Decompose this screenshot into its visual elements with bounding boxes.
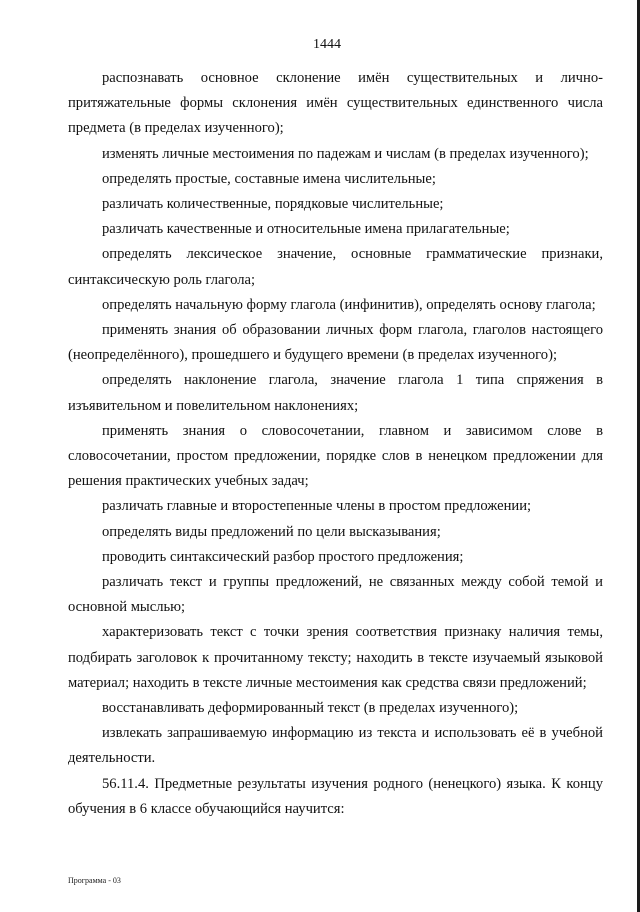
paragraph: применять знания о словосочетании, главном и зависимом слове в словосочетании, простом предложении, порядке слов в ненецком предложении для решения практических учебных задач; [68,422,603,490]
paragraph: различать качественные и относительные имена прилагательные; [102,221,510,238]
paragraph: извлекать запрашиваемую информацию из текста и использовать её в учебной деятельности. [68,725,603,767]
paragraph: восстанавливать деформированный текст (в пределах изученного); [102,700,519,717]
paragraph: определять начальную форму глагола (инфинитив), определять основу глагола; [102,296,596,313]
page-number: 1444 [313,37,341,52]
section-paragraph: 56.11.4. Предметные результаты изучения родного (ненецкого) языка. К концу обучения в 6 классе обучающийся научится: [68,775,603,817]
paragraph: изменять личные местоимения по падежам и числам (в пределах изученного); [102,145,589,162]
paragraph: характеризовать текст с точки зрения соответствия признаку наличия темы, подбирать заголовок к прочитанному тексту; находить в тексте изучаемый языковой материал; находить в тексте личные местоимения как средства связи предложений; [68,624,603,691]
paragraph: различать количественные, порядковые числительные; [102,196,444,213]
paragraph: различать текст и группы предложений, не связанных между собой темой и основной мыслью; [68,574,603,616]
paragraph: определять лексическое значение, основные грамматические признаки, синтаксическую роль глагола; [68,246,603,288]
paragraph: определять наклонение глагола, значение глагола 1 типа спряжения в изъявительном и повелительном наклонениях; [68,372,603,414]
paragraph: проводить синтаксический разбор простого предложения; [102,548,464,565]
paragraph: применять знания об образовании личных форм глагола, глаголов настоящего (неопределённого), прошедшего и будущего времени (в пределах изученного); [68,322,603,364]
footer-label: Программа - 03 [68,876,121,885]
paragraph: различать главные и второстепенные члены в простом предложении; [102,498,532,515]
paragraph: определять виды предложений по цели высказывания; [102,523,441,540]
page-content [68,66,603,822]
paragraph: распознавать основное склонение имён существительных и лично-притяжательные формы склонения имён существительных единственного числа предмета (в пределах изученного); [68,70,603,137]
paragraph: определять простые, составные имена числительные; [102,170,436,187]
